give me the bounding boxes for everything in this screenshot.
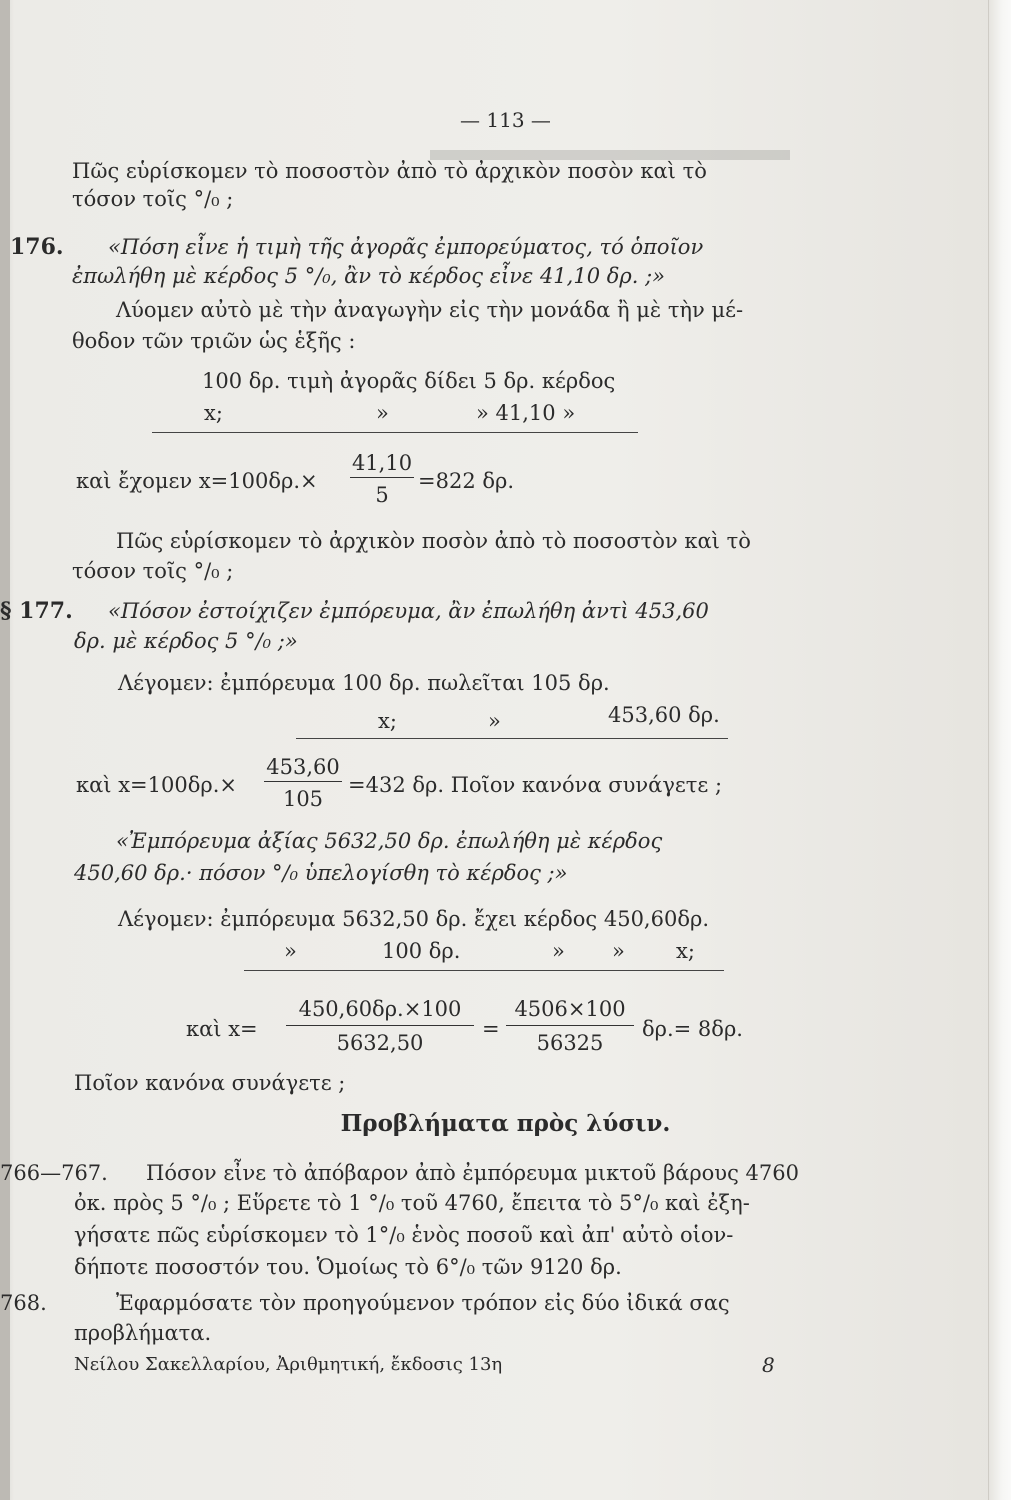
exercise-766-number: 766—767. <box>0 1161 108 1185</box>
problem-176-row-1: 100 δρ. τιμὴ ἀγορᾶς δίδει 5 δρ. κέρδος <box>202 369 616 393</box>
exercise-768-number: 768. <box>0 1291 47 1315</box>
problem-176-result-prefix: καὶ ἔχομεν x=100δρ.× <box>76 469 318 493</box>
problem-176-result-numerator: 41,10 <box>351 451 413 475</box>
problem-177-final-prefix: καὶ x= <box>186 1017 258 1041</box>
problem-177-row-2-right: 453,60 δρ. <box>608 703 720 727</box>
exercise-768-line-2: προβλήματα. <box>74 1321 212 1345</box>
problem-177-question-line-1: «Πόσον ἐστοίχιζεν ἐμπόρευμα, ἂν ἐπωλήθη ἀντὶ 453,60 <box>108 599 709 623</box>
intro-line-2: τόσον τοῖς °/₀ ; <box>72 187 234 211</box>
problems-heading: Προβλήματα πρὸς λύσιν. <box>340 1110 671 1137</box>
intro-line-1: Πῶς εὑρίσκομεν τὸ ποσοστὸν ἀπὸ τὸ ἀρχικὸν ποσὸν καὶ τὸ <box>72 159 707 183</box>
problem-177-result-denominator: 105 <box>282 787 324 811</box>
problem-177-rule-2 <box>244 970 724 971</box>
problem-177-row-1: Λέγομεν: ἐμπόρευμα 100 δρ. πωλεῖται 105 δρ. <box>118 671 610 695</box>
problem-176-question-line-1b: Πῶς εὑρίσκομεν τὸ ἀρχικὸν ποσὸν ἀπὸ τὸ ποσοστὸν καὶ τὸ <box>116 529 751 553</box>
problem-177-result-numerator: 453,60 <box>266 755 340 779</box>
page-edge <box>988 0 1011 1500</box>
problem-177-row-4-mid: 100 δρ. <box>382 939 461 963</box>
footer-signature: 8 <box>762 1353 775 1377</box>
problem-177-row-2-left: x; <box>378 709 397 733</box>
exercise-766-line-1: Πόσον εἶνε τὸ ἀπόβαρον ἀπὸ ἐμπόρευμα μικτοῦ βάρους 4760 <box>146 1161 799 1185</box>
footer-author: Νείλου Σακελλαρίου, Ἀριθμητική, ἔκδοσις 13η <box>74 1354 503 1375</box>
problem-177-row-4-mid-2: » <box>552 939 565 963</box>
problem-176-rule <box>152 432 638 433</box>
problem-177-question2-line-2: 450,60 δρ.· πόσον °/₀ ὑπελογίσθη τὸ κέρδος ;» <box>74 861 568 885</box>
exercise-766-line-2: ὀκ. πρὸς 5 °/₀ ; Εὕρετε τὸ 1 °/₀ τοῦ 4760, ἔπειτα τὸ 5°/₀ καὶ ἐξη- <box>74 1191 750 1215</box>
problem-176-row-2-right: » 41,10 » <box>476 401 576 425</box>
problem-177-fraction-bar <box>264 781 342 782</box>
problem-177-row-4-right: x; <box>676 939 695 963</box>
problem-177-final-equals: = <box>482 1017 500 1041</box>
problem-176-result-suffix: =822 δρ. <box>418 469 515 493</box>
problem-176-question-line-1: «Πόση εἶνε ἡ τιμὴ τῆς ἀγορᾶς ἐμπορεύματος, τό ὁποῖον <box>108 235 704 259</box>
problem-176-text-line-2: θοδον τῶν τριῶν ὡς ἑξῆς : <box>72 329 356 353</box>
page-number: — 113 — <box>460 108 551 132</box>
problem-177-question-line-2: δρ. μὲ κέρδος 5 °/₀ ;» <box>74 629 298 653</box>
problem-177-result-prefix: καὶ x=100δρ.× <box>76 773 237 797</box>
problem-177-final-denominator-1: 5632,50 <box>336 1031 424 1055</box>
problem-176-result-denominator: 5 <box>375 483 389 507</box>
problem-177-rule <box>296 738 728 739</box>
exercise-766-line-3: γήσατε πῶς εὑρίσκομεν τὸ 1°/₀ ἑνὸς ποσοῦ καὶ ἀπ' αὐτὸ οἱον- <box>74 1223 734 1247</box>
problem-177-result-suffix: =432 δρ. Ποῖον κανόνα συνάγετε ; <box>348 773 723 797</box>
problem-176-number: 176. <box>10 234 64 260</box>
problem-177-final-fraction-bar-2 <box>506 1025 634 1026</box>
problem-177-final-fraction-bar-1 <box>286 1025 474 1026</box>
problem-176-text-line-1: Λύομεν αὐτὸ μὲ τὴν ἀναγωγὴν εἰς τὴν μονάδα ἢ μὲ τὴν μέ- <box>116 298 744 322</box>
problem-177-question2-line-1: «Ἐμπόρευμα ἀξίας 5632,50 δρ. ἐπωλήθη μὲ κέρδος <box>116 829 663 853</box>
problem-176-question-line-2b: τόσον τοῖς °/₀ ; <box>72 559 234 583</box>
problem-177-number: § 177. <box>0 598 73 624</box>
problem-177-row-2-mid: » <box>488 709 501 733</box>
page-spine <box>0 0 10 1500</box>
exercise-766-line-4: δήποτε ποσοστόν του. Ὁμοίως τὸ 6°/₀ τῶν 9120 δρ. <box>74 1255 622 1279</box>
problem-177-row-4-left: » <box>284 939 297 963</box>
problem-176-row-2-mid: » <box>376 401 389 425</box>
problem-177-final-numerator-2: 4506×100 <box>514 997 626 1021</box>
problem-177-final-numerator-1: 450,60δρ.×100 <box>298 997 462 1021</box>
problem-177-row-4-mid-3: » <box>612 939 625 963</box>
problem-177-row-3: Λέγομεν: ἐμπόρευμα 5632,50 δρ. ἔχει κέρδος 450,60δρ. <box>118 907 709 931</box>
problem-177-closing: Ποῖον κανόνα συνάγετε ; <box>74 1071 346 1095</box>
problem-176-fraction-bar <box>350 477 414 478</box>
problem-176-row-2-left: x; <box>204 401 223 425</box>
problem-176-question-line-2: ἐπωλήθη μὲ κέρδος 5 °/₀, ἂν τὸ κέρδος εἶνε 41,10 δρ. ;» <box>72 264 666 288</box>
problem-177-final-denominator-2: 56325 <box>536 1031 604 1055</box>
exercise-768-line-1: Ἐφαρμόσατε τὸν προηγούμενον τρόπον εἰς δύο ἰδικά σας <box>116 1291 730 1315</box>
problem-177-final-suffix: δρ.= 8δρ. <box>642 1017 743 1041</box>
